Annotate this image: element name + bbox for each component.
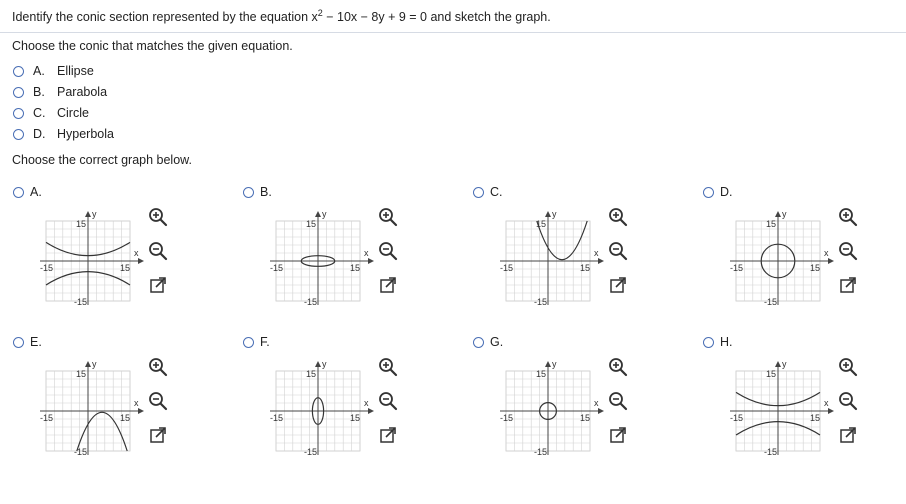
zoom-in-icon[interactable]	[836, 205, 860, 229]
option-letter: A.	[30, 185, 42, 199]
conic-graph	[708, 199, 838, 329]
graph-option-label[interactable]	[703, 185, 733, 199]
conic-option-2[interactable]	[13, 106, 89, 120]
zoom-out-icon[interactable]	[836, 239, 860, 263]
tick-label-x-neg: -15	[500, 413, 514, 423]
zoom-out-icon[interactable]	[606, 389, 630, 413]
tick-label-y-neg: -15	[304, 297, 318, 307]
conic-graph	[18, 349, 148, 479]
conic-graph	[478, 199, 608, 329]
popout-icon[interactable]	[606, 273, 630, 297]
conic-graph	[478, 349, 608, 479]
option-letter: B.	[260, 185, 272, 199]
graph-option-label[interactable]	[703, 335, 733, 349]
option-label: Parabola	[57, 85, 108, 99]
tick-label-x-neg: -15	[40, 263, 54, 273]
zoom-out-icon[interactable]	[836, 389, 860, 413]
axis-label-y: y	[322, 359, 327, 369]
conic-option-1[interactable]	[13, 85, 107, 99]
tick-label-y-pos: 15	[766, 369, 777, 379]
radio-button[interactable]	[473, 187, 484, 198]
axis-label-x: x	[824, 248, 829, 258]
graph-option-label[interactable]	[243, 335, 270, 349]
radio-button[interactable]	[703, 187, 714, 198]
option-letter: D.	[33, 127, 46, 141]
graph-option-label[interactable]	[243, 185, 272, 199]
popout-icon[interactable]	[836, 273, 860, 297]
tick-label-y-pos: 15	[306, 219, 317, 229]
axis-label-x: x	[594, 248, 599, 258]
axis-label-x: x	[134, 398, 139, 408]
tick-label-y-pos: 15	[76, 219, 87, 229]
tick-label-x-neg: -15	[40, 413, 54, 423]
radio-button[interactable]	[13, 187, 24, 198]
radio-button[interactable]	[13, 129, 24, 140]
option-letter: B.	[33, 85, 45, 99]
zoom-out-icon[interactable]	[376, 389, 400, 413]
tick-label-x-pos: 15	[580, 263, 591, 273]
tick-label-x-neg: -15	[730, 263, 744, 273]
tick-label-x-pos: 15	[350, 413, 361, 423]
conic-prompt: Choose the conic that matches the given equation.	[12, 39, 293, 53]
option-label: Ellipse	[57, 64, 94, 78]
tick-label-x-pos: 15	[580, 413, 591, 423]
radio-button[interactable]	[13, 66, 24, 77]
radio-button[interactable]	[13, 337, 24, 348]
tick-label-x-neg: -15	[270, 263, 284, 273]
tick-label-x-pos: 15	[120, 263, 131, 273]
tick-label-y-neg: -15	[534, 447, 548, 457]
radio-button[interactable]	[703, 337, 714, 348]
axis-label-y: y	[782, 359, 787, 369]
axis-label-y: y	[92, 359, 97, 369]
axis-label-y: y	[322, 209, 327, 219]
zoom-in-icon[interactable]	[376, 355, 400, 379]
graph-option-label[interactable]	[473, 185, 503, 199]
radio-button[interactable]	[13, 87, 24, 98]
axis-label-x: x	[364, 398, 369, 408]
zoom-out-icon[interactable]	[606, 239, 630, 263]
zoom-in-icon[interactable]	[146, 205, 170, 229]
tick-label-y-neg: -15	[74, 297, 88, 307]
tick-label-x-pos: 15	[810, 263, 821, 273]
zoom-out-icon[interactable]	[146, 239, 170, 263]
zoom-in-icon[interactable]	[606, 355, 630, 379]
radio-button[interactable]	[13, 108, 24, 119]
option-letter: A.	[33, 64, 45, 78]
axis-label-x: x	[824, 398, 829, 408]
zoom-in-icon[interactable]	[606, 205, 630, 229]
graph-prompt: Choose the correct graph below.	[12, 153, 192, 167]
tick-label-x-neg: -15	[500, 263, 514, 273]
radio-button[interactable]	[243, 337, 254, 348]
tick-label-x-pos: 15	[350, 263, 361, 273]
tick-label-y-neg: -15	[304, 447, 318, 457]
option-letter: C.	[33, 106, 46, 120]
option-letter: E.	[30, 335, 42, 349]
tick-label-y-pos: 15	[536, 369, 547, 379]
tick-label-y-neg: -15	[74, 447, 88, 457]
axis-label-y: y	[552, 209, 557, 219]
option-letter: F.	[260, 335, 270, 349]
conic-graph	[18, 199, 148, 329]
question-text: Identify the conic section represented by the equation $x^2 - 10x - 8y + 9 = 0$ and sketch the graph.	[12, 8, 551, 25]
axis-label-x: x	[364, 248, 369, 258]
tick-label-y-pos: 15	[766, 219, 777, 229]
zoom-out-icon[interactable]	[376, 239, 400, 263]
graph-option-label[interactable]	[13, 185, 42, 199]
zoom-in-icon[interactable]	[836, 355, 860, 379]
tick-label-x-neg: -15	[730, 413, 744, 423]
conic-option-0[interactable]	[13, 64, 94, 78]
zoom-out-icon[interactable]	[146, 389, 170, 413]
popout-icon[interactable]	[146, 423, 170, 447]
option-letter: H.	[720, 335, 733, 349]
popout-icon[interactable]	[836, 423, 860, 447]
tick-label-y-pos: 15	[306, 369, 317, 379]
popout-icon[interactable]	[376, 273, 400, 297]
option-letter: D.	[720, 185, 733, 199]
graph-option-label[interactable]	[13, 335, 42, 349]
tick-label-y-neg: -15	[764, 297, 778, 307]
option-label: Circle	[57, 106, 89, 120]
conic-graph	[248, 349, 378, 479]
zoom-in-icon[interactable]	[376, 205, 400, 229]
axis-label-y: y	[782, 209, 787, 219]
axis-label-x: x	[594, 398, 599, 408]
option-letter: C.	[490, 185, 503, 199]
popout-icon[interactable]	[376, 423, 400, 447]
popout-icon[interactable]	[606, 423, 630, 447]
radio-button[interactable]	[473, 337, 484, 348]
graph-option-label[interactable]	[473, 335, 503, 349]
option-label: Hyperbola	[57, 127, 114, 141]
tick-label-y-pos: 15	[536, 219, 547, 229]
axis-label-y: y	[552, 359, 557, 369]
axis-label-y: y	[92, 209, 97, 219]
conic-graph	[708, 349, 838, 479]
conic-option-3[interactable]	[13, 127, 114, 141]
tick-label-x-pos: 15	[120, 413, 131, 423]
tick-label-x-pos: 15	[810, 413, 821, 423]
divider	[0, 32, 906, 33]
popout-icon[interactable]	[146, 273, 170, 297]
tick-label-x-neg: -15	[270, 413, 284, 423]
axis-label-x: x	[134, 248, 139, 258]
radio-button[interactable]	[243, 187, 254, 198]
zoom-in-icon[interactable]	[146, 355, 170, 379]
option-letter: G.	[490, 335, 504, 349]
tick-label-y-neg: -15	[764, 447, 778, 457]
tick-label-y-pos: 15	[76, 369, 87, 379]
conic-graph	[248, 199, 378, 329]
tick-label-y-neg: -15	[534, 297, 548, 307]
